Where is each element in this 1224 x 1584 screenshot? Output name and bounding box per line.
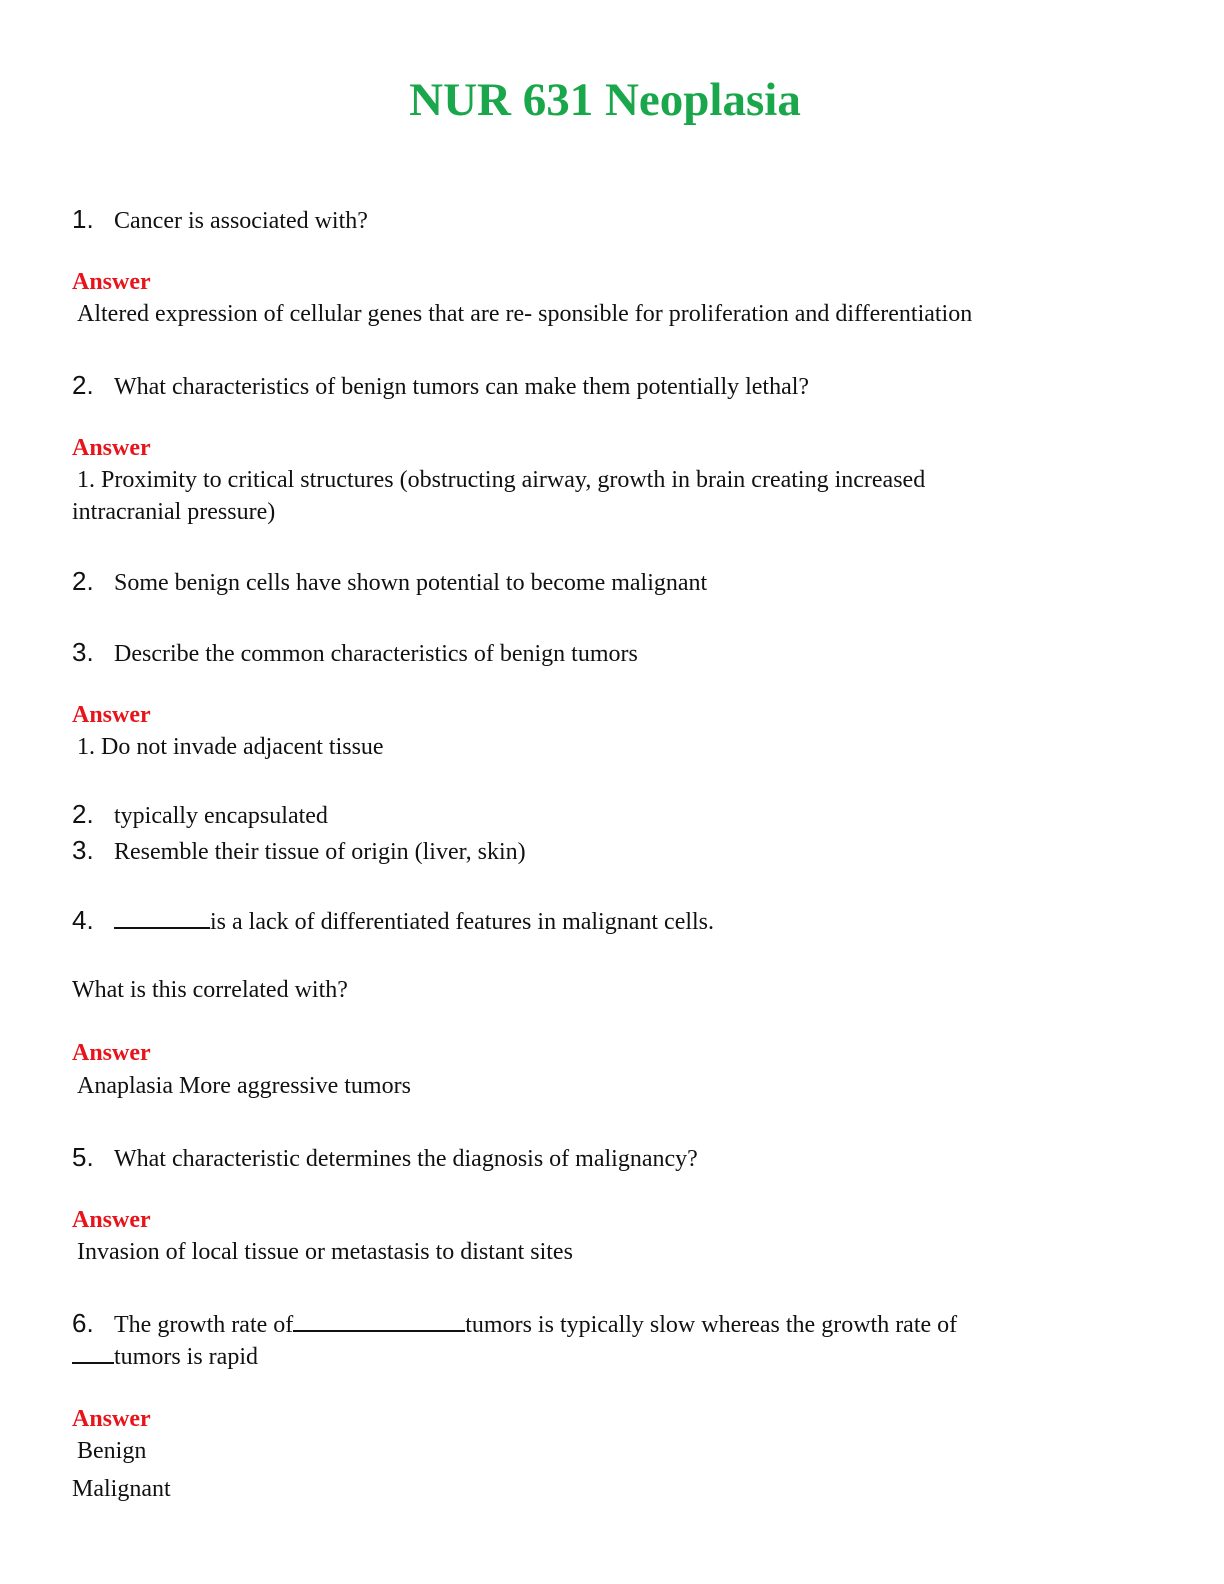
list-item-text: Resemble their tissue of origin (liver, skin) (114, 839, 526, 865)
question-6 (72, 1307, 957, 1341)
answer-label: Answer (72, 1040, 151, 1066)
list-item-text: Some benign cells have shown potential to become malignant (114, 570, 708, 596)
question-text: Describe the common characteristics of benign tumors (114, 641, 638, 667)
list-number: 3. (72, 835, 94, 865)
question-number: 6. (72, 1308, 94, 1338)
fill-in-blank (293, 1308, 465, 1332)
answer-text: 1. Proximity to critical structures (obstructing airway, growth in brain creating increased (77, 467, 926, 493)
answer-list-item (72, 834, 526, 868)
question-number: 5. (72, 1142, 94, 1172)
list-item-text: typically encapsulated (114, 803, 328, 829)
page-title: NUR 631 Neoplasia (409, 74, 801, 126)
answer-label: Answer (72, 702, 151, 728)
question-5 (72, 1141, 698, 1175)
answer-label: Answer (72, 1406, 151, 1432)
answer-text: Anaplasia More aggressive tumors (77, 1073, 411, 1099)
answer-label: Answer (72, 1207, 151, 1233)
fill-in-blank (114, 905, 210, 929)
list-number: 2. (72, 566, 94, 596)
question-text: What characteristics of benign tumors can make them potentially lethal? (114, 374, 810, 400)
question-4 (72, 904, 714, 938)
question-3 (72, 636, 638, 670)
fill-in-blank (72, 1340, 114, 1364)
question-2 (72, 369, 809, 403)
question-text: tumors is typically slow whereas the growth rate of (465, 1312, 958, 1338)
question-1 (72, 203, 368, 237)
question-number: 3. (72, 637, 94, 667)
answer-list-item (72, 798, 328, 832)
question-6-continued (72, 1340, 258, 1373)
question-text: What characteristic determines the diagnosis of malignancy? (114, 1146, 698, 1172)
question-text: is a lack of differentiated features in malignant cells. (210, 909, 715, 935)
answer-list-item (72, 565, 707, 599)
answer-text: intracranial pressure) (72, 499, 276, 525)
answer-label: Answer (72, 269, 151, 295)
question-text: Cancer is associated with? (114, 208, 368, 234)
answer-text: 1. Do not invade adjacent tissue (77, 734, 384, 760)
list-number: 2. (72, 799, 94, 829)
question-number: 2. (72, 370, 94, 400)
answer-text: Benign (77, 1438, 147, 1464)
question-text: tumors is rapid (114, 1344, 258, 1370)
question-number: 4. (72, 905, 94, 935)
question-followup: What is this correlated with? (72, 977, 348, 1003)
answer-text: Malignant (72, 1476, 171, 1502)
answer-text: Altered expression of cellular genes that are re- sponsible for proliferation and differentiation (77, 301, 973, 327)
question-number: 1. (72, 204, 94, 234)
answer-text: Invasion of local tissue or metastasis to distant sites (77, 1239, 573, 1265)
answer-label: Answer (72, 435, 151, 461)
question-text: The growth rate of (114, 1312, 294, 1338)
